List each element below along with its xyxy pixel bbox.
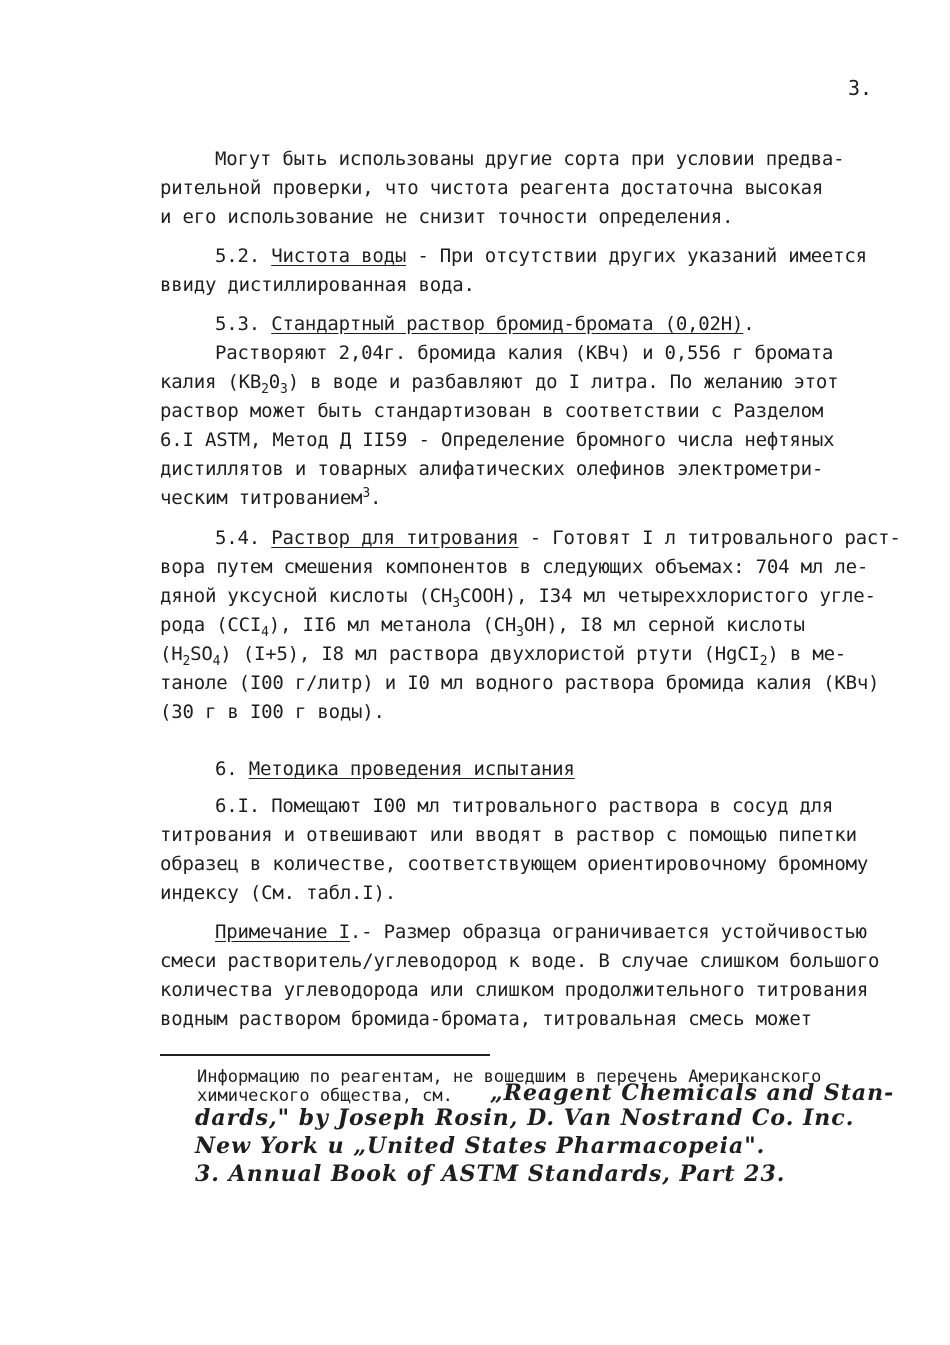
note-line4: водным раствором бромида-бромата, титровальная смесь может — [160, 1008, 812, 1030]
footnote-typed-line1: Информацию по реагентам, не вошедшим в перечень Американского — [197, 1067, 822, 1087]
note-text: .- Размер образца ограничивается устойчивостью — [349, 921, 867, 943]
note-line2: смеси растворитель/углеводород к воде. В случае слишком большого — [160, 950, 880, 972]
subscript: 2 — [182, 654, 191, 669]
text-seg: ) в воде и разбавляют до I литра. По желанию этот — [287, 371, 839, 393]
footnote-handwritten-line3: New York и „United States Pharmacopeia". — [195, 1133, 766, 1159]
section-5-3-dot: . — [743, 313, 755, 335]
footnote-handwritten-line1: „Reagent Chemicals and Stan- — [490, 1080, 895, 1106]
text-seg: ) в ме- — [767, 643, 847, 665]
section-5-3-line3: раствор может быть стандартизован в соответствии с Разделом — [160, 400, 824, 422]
note-title: Примечание I — [215, 921, 350, 943]
section-6-1-line3: образец в количестве, соответствующем ориентировочному бромному — [160, 853, 869, 875]
subscript: 2 — [759, 654, 768, 669]
subscript: 4 — [261, 625, 269, 640]
section-5-4-line1 — [215, 527, 901, 549]
section-6-1-line4: индексу (См. табл.I). — [160, 882, 397, 904]
section-5-4-number: 5.4. — [215, 527, 260, 549]
text-seg: ) (I+5), I8 мл раствора двухлористой ртути (НgCI — [220, 643, 760, 665]
section-5-4-line2: вора путем смешения компонентов в следующих объемах: 704 мл ле- — [160, 556, 869, 578]
footnote-handwritten-line2: dards," by Joseph Rosin, D. Van Nostrand Co. Inc. — [195, 1105, 855, 1131]
section-5-3-line2 — [160, 371, 839, 397]
section-5-2-title: Чистота воды — [271, 245, 407, 267]
section-5-3-title: Стандартный раствор бромид-бромата (0,02Н) — [271, 313, 744, 335]
note-line1 — [215, 921, 867, 943]
section-5-4-line4 — [160, 614, 805, 640]
text-seg: ОН), I8 мл серной кислоты — [523, 614, 805, 636]
section-5-4-line3 — [160, 585, 876, 611]
page-number: 3. — [848, 76, 873, 100]
section-5-3-line6 — [160, 487, 381, 509]
section-5-3-heading — [215, 313, 755, 335]
section-5-4-title: Раствор для титрования — [271, 527, 519, 549]
section-5-2-number: 5.2. — [215, 245, 260, 267]
para1-line1: Могут быть использованы другие сорта при условии предва- — [215, 148, 845, 170]
text-seg: рода (ССI — [160, 614, 262, 636]
text-seg: ), II6 мл метанола (СН — [268, 614, 517, 636]
text-seg: дяной уксусной кислоты (СН — [160, 585, 453, 607]
section-5-2-line1 — [215, 245, 867, 267]
section-6-heading — [215, 758, 575, 780]
text-seg: SО — [190, 643, 213, 665]
text-seg: ческим титрованием — [160, 487, 363, 509]
section-6-number: 6. — [215, 758, 238, 780]
subscript: 3 — [452, 596, 460, 611]
section-6-title: Методика проведения испытания — [248, 758, 575, 780]
text-seg: (Н — [160, 643, 183, 665]
section-5-2-line2: ввиду дистиллированная вода. — [160, 274, 475, 296]
section-5-3-line4: 6.I ASTM, Метод Д II59 - Определение бромного числа нефтяных — [160, 429, 835, 451]
para1-line3: и его использование не снизит точности определения. — [160, 206, 734, 228]
text-seg: калия (КВ — [160, 371, 262, 393]
section-5-2-text: - При отсутствии других указаний имеется — [406, 245, 867, 267]
subscript: 4 — [212, 654, 221, 669]
footnote-typed-line2: химического общества, см. — [197, 1086, 453, 1106]
section-5-3-number: 5.3. — [215, 313, 260, 335]
section-6-1-line1: 6.I. Помещают I00 мл титровального раствора в сосуд для — [215, 795, 834, 817]
section-5-4-line7: (30 г в I00 г воды). — [160, 701, 385, 723]
section-5-4-line5 — [160, 643, 847, 669]
section-5-4-text: - Готовят I л титровального раст- — [518, 527, 901, 549]
text-seg: 0 — [268, 371, 281, 393]
subscript: 3 — [280, 382, 288, 397]
section-5-3-line1: Растворяют 2,04г. бромида калия (КВч) и 0,556 г бромата — [215, 342, 834, 364]
text-seg: СООН), I34 мл четыреххлористого угле- — [459, 585, 876, 607]
note-line3: количества углеводорода или слишком продолжительного титрования — [160, 979, 869, 1001]
section-6-1-line2: титрования и отвешивают или вводят в раствор с помощью пипетки — [160, 824, 857, 846]
footnote-handwritten-line4: 3. Annual Book of ASTM Standards, Part 23. — [195, 1161, 786, 1187]
section-5-4-line6: таноле (I00 г/литр) и I0 мл водного раствора бромида калия (КВч) — [160, 672, 880, 694]
subscript: 2 — [261, 382, 269, 397]
subscript: 3 — [516, 625, 524, 640]
footnote-rule — [160, 1054, 490, 1056]
text-seg: . — [369, 487, 382, 509]
footnote-ref: 3 — [362, 486, 370, 501]
section-5-3-line5: дистиллятов и товарных алифатических олефинов электрометри- — [160, 458, 824, 480]
para1-line2: рительной проверки, что чистота реагента достаточна высокая — [160, 177, 824, 199]
